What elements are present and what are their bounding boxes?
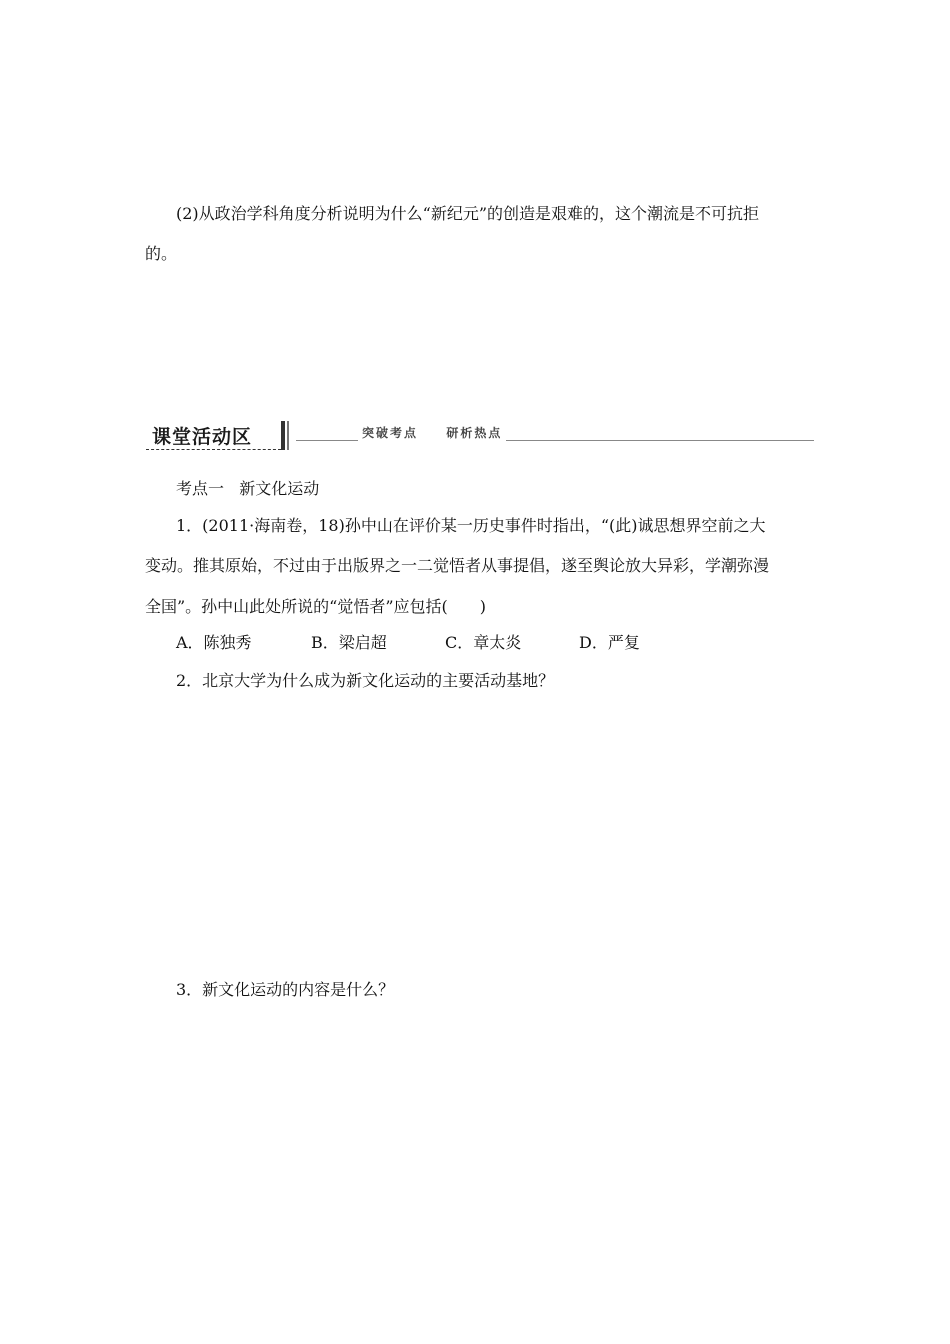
q1-line-1: 1．(2011·海南卷，18)孙中山在评价某一历史事件时指出，“(此)诚思想界空前之大	[176, 516, 766, 535]
banner-divider-bar-thin	[287, 421, 289, 450]
q1-line-3: 全国”。孙中山此处所说的“觉悟者”应包括( )	[145, 597, 487, 616]
topic-heading: 考点一 新文化运动	[176, 479, 320, 498]
q1-option-d[interactable]: D．严复	[579, 633, 640, 652]
q3-text: 3．新文化运动的内容是什么？	[176, 980, 395, 999]
q1-option-c[interactable]: C．章太炎	[445, 633, 522, 652]
banner-divider-bar	[281, 421, 285, 450]
q2-text: 2．北京大学为什么成为新文化运动的主要活动基地？	[176, 671, 555, 690]
q1-option-a[interactable]: A．陈独秀	[176, 633, 252, 652]
section-subtitle: 突破考点 研析热点	[358, 424, 506, 441]
section-title: 课堂活动区	[152, 426, 253, 448]
q1-option-b[interactable]: B．梁启超	[311, 633, 387, 652]
question-line-1: (2)从政治学科角度分析说明为什么“新纪元”的创造是艰难的，这个潮流是不可抗拒	[176, 204, 760, 223]
section-banner	[146, 418, 814, 456]
banner-dashed-underline	[146, 449, 281, 450]
q1-line-2: 变动。推其原始，不过由于出版界之一二觉悟者从事提倡，遂至舆论放大异彩，学潮弥漫	[145, 556, 770, 575]
question-line-2: 的。	[145, 244, 178, 263]
